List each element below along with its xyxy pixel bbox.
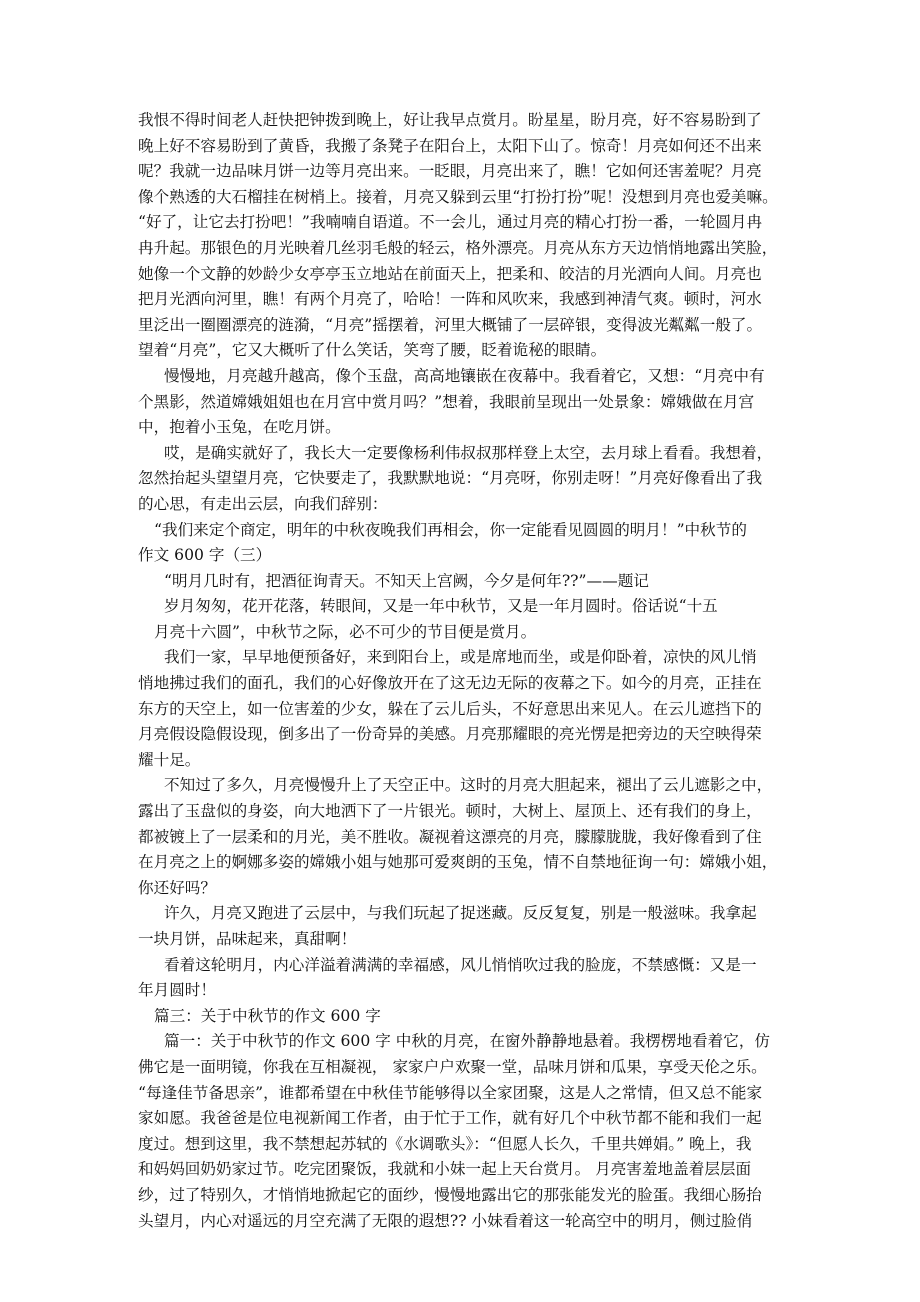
text-line: 望着“月亮”，它又大概听了什么笑话，笑弯了腰，眨着诡秘的眼睛。 (138, 341, 607, 360)
text-line: “每逢佳节备思亲”，谁都希望在中秋佳节能够得以全家团聚，这是人之常情，但又总不能家 (138, 1083, 763, 1102)
paragraph-9 (138, 901, 786, 952)
text-line: 我们一家，早早地便预备好，来到阳台上，或是席地而坐，或是仰卧着，凉快的风儿悄 (164, 648, 757, 667)
text-line: 忽然抬起头望望月亮，它快要走了，我默默地说：“月亮呀，你别走呀！”月亮好像看出了我 (138, 469, 763, 488)
text-line: 耀十足。 (138, 750, 201, 769)
text-line: 度过。想到这里，我不禁想起苏轼的《水调歌头》：“但愿人长久，千里共婵娟。” 晚上，我 (138, 1134, 752, 1153)
text-line: 的心思，有走出云层，向我们辞别： (138, 494, 388, 513)
text-line: 一块月饼，品味起来，真甜啊！ (138, 930, 357, 948)
text-line: 中，抱着小玉兔，在吃月饼。 (138, 418, 341, 437)
text-line: 我恨不得时间老人赶快把钟拨到晚上，好让我早点赏月。盼星星，盼月亮，好不容易盼到了 (138, 111, 762, 129)
paragraph-10 (138, 953, 786, 1004)
paragraph-5 (138, 569, 786, 595)
text-line: 里泛出一圈圈漂亮的涟漪，“月亮”摇摆着，河里大概铺了一层碎银，变得波光粼粼一般了。 (138, 315, 763, 334)
text-line: 你还好吗？ (138, 878, 216, 897)
text-line: 月亮假设隐假设现，倒多出了一份奇异的美感。月亮那耀眼的亮光愣是把旁边的天空映得荣 (138, 725, 762, 744)
text-line: 在月亮之上的婀娜多姿的嫦娥小姐与她那可爱爽朗的玉兔，情不自禁地征询一句：嫦娥小姐， (138, 853, 778, 872)
section-heading (138, 1004, 786, 1030)
paragraph-4 (138, 518, 786, 569)
text-line: “好了，让它去打扮吧！”我喃喃自语道。不一会儿，通过月亮的精心打扮一番，一轮圆月冉 (138, 213, 763, 232)
text-line: 纱，过了特别久，才悄悄地掀起它的面纱，慢慢地露出它的那张能发光的脸蛋。我细心肠抬 (138, 1185, 762, 1204)
text-line: 作文 600 字（三） (138, 546, 272, 565)
text-line: 都被镀上了一层柔和的月光，美不胜收。凝视着这漂亮的月亮，朦朦胧胧，我好像看到了住 (138, 827, 762, 846)
text-line: 家如愿。我爸爸是位电视新闻工作者，由于忙于工作，就有好几个中秋节都不能和我们一起 (138, 1109, 762, 1128)
text-line: 呢？我就一边品味月饼一边等月亮出来。一眨眼，月亮出来了，瞧！它如何还害羞呢？月亮 (138, 162, 762, 181)
text-line: 佛它是一面明镜，你我在互相凝视， 家家户户欢聚一堂，品味月饼和瓜果，享受天伦之乐。 (138, 1057, 767, 1076)
text-line: 露出了玉盘似的身姿，向大地洒下了一片银光。顿时，大树上、屋顶上、还有我们的身上， (138, 802, 762, 821)
text-line: 个黑影，然道嫦娥姐姐也在月宫中赏月吗？”想着，我眼前呈现出一处景象：嫦娥做在月宫 (138, 392, 755, 411)
text-line: 悄地拂过我们的面孔，我们的心好像放开在了这无边无际的夜幕之下。如今的月亮，正挂在 (138, 674, 762, 693)
text-line: 月亮十六圆”，中秋节之际，必不可少的节目便是赏月。 (154, 622, 537, 641)
text-line: 篇一：关于中秋节的作文 600 字 中秋的月亮，在窗外静静地悬着。我楞楞地看着它，仿 (164, 1032, 771, 1051)
text-line: “明月几时有，把酒征询青天。不知天上宫阙，今夕是何年??”——题记 (164, 571, 649, 590)
text-line: 许久，月亮又跑进了云层中，与我们玩起了捉迷藏。反反复复，别是一般滋味。我拿起 (164, 904, 757, 923)
paragraph-12 (138, 1029, 786, 1234)
paragraph-8 (138, 773, 786, 901)
text-line: 岁月匆匆，花开花落，转眼间，又是一年中秋节，又是一年月圆时。俗话说“十五 (164, 597, 718, 616)
document-page (138, 108, 786, 1234)
text-line: 年月圆时！ (138, 981, 216, 1000)
text-line: 看着这轮明月，内心洋溢着满满的幸福感，风儿悄悄吹过我的脸庞，不禁感慨：又是一 (164, 955, 757, 974)
text-line: 冉升起。那银色的月光映着几丝羽毛般的轻云，格外漂亮。月亮从东方天边悄悄地露出笑脸， (138, 238, 778, 257)
text-line: 把月光洒向河里，瞧！有两个月亮了，哈哈！一阵和风吹来，我感到神清气爽。顿时，河水 (138, 290, 762, 309)
paragraph-7 (138, 645, 786, 773)
paragraph-2 (138, 364, 786, 441)
text-line: 慢慢地，月亮越升越高，像个玉盘，高高地镶嵌在夜幕中。我看着它，又想：“月亮中有 (164, 366, 765, 385)
text-line: 不知过了多久，月亮慢慢升上了天空正中。这时的月亮大胆起来，褪出了云儿遮影之中， (164, 776, 773, 795)
text-line: “我们来定个商定，明年的中秋夜晚我们再相会，你一定能看见圆圆的明月！”中秋节的 (154, 520, 747, 539)
paragraph-6 (138, 594, 786, 645)
paragraph-3 (138, 441, 786, 518)
text-line: 东方的天空上，如一位害羞的少女，躲在了云儿后头，不好意思出来见人。在云儿遮挡下的 (138, 699, 762, 718)
text-line: 晚上好不容易盼到了黄昏，我搬了条凳子在阳台上，太阳下山了。惊奇！月亮如何还不出来 (138, 136, 762, 155)
text-line: 和妈妈回奶奶家过节。吃完团聚饭，我就和小妹一起上天台赏月。 月亮害羞地盖着层层面 (138, 1160, 752, 1179)
text-line: 篇三：关于中秋节的作文 600 字 (154, 1006, 381, 1025)
paragraph-1 (138, 108, 786, 364)
text-line: 哎，是确实就好了，我长大一定要像杨利伟叔叔那样登上太空，去月球上看看。我想着， (164, 443, 773, 462)
text-line: 头望月，内心对遥远的月空充满了无限的遐想?? 小妹看着这一轮高空中的明月，侧过脸俏 (138, 1211, 753, 1230)
text-line: 她像一个文静的妙龄少女亭亭玉立地站在前面天上，把柔和、皎洁的月光洒向人间。月亮也 (138, 264, 762, 283)
text-line: 像个熟透的大石榴挂在树梢上。接着，月亮又躲到云里“打扮打扮”呢！没想到月亮也爱美嘛。 (138, 187, 778, 206)
